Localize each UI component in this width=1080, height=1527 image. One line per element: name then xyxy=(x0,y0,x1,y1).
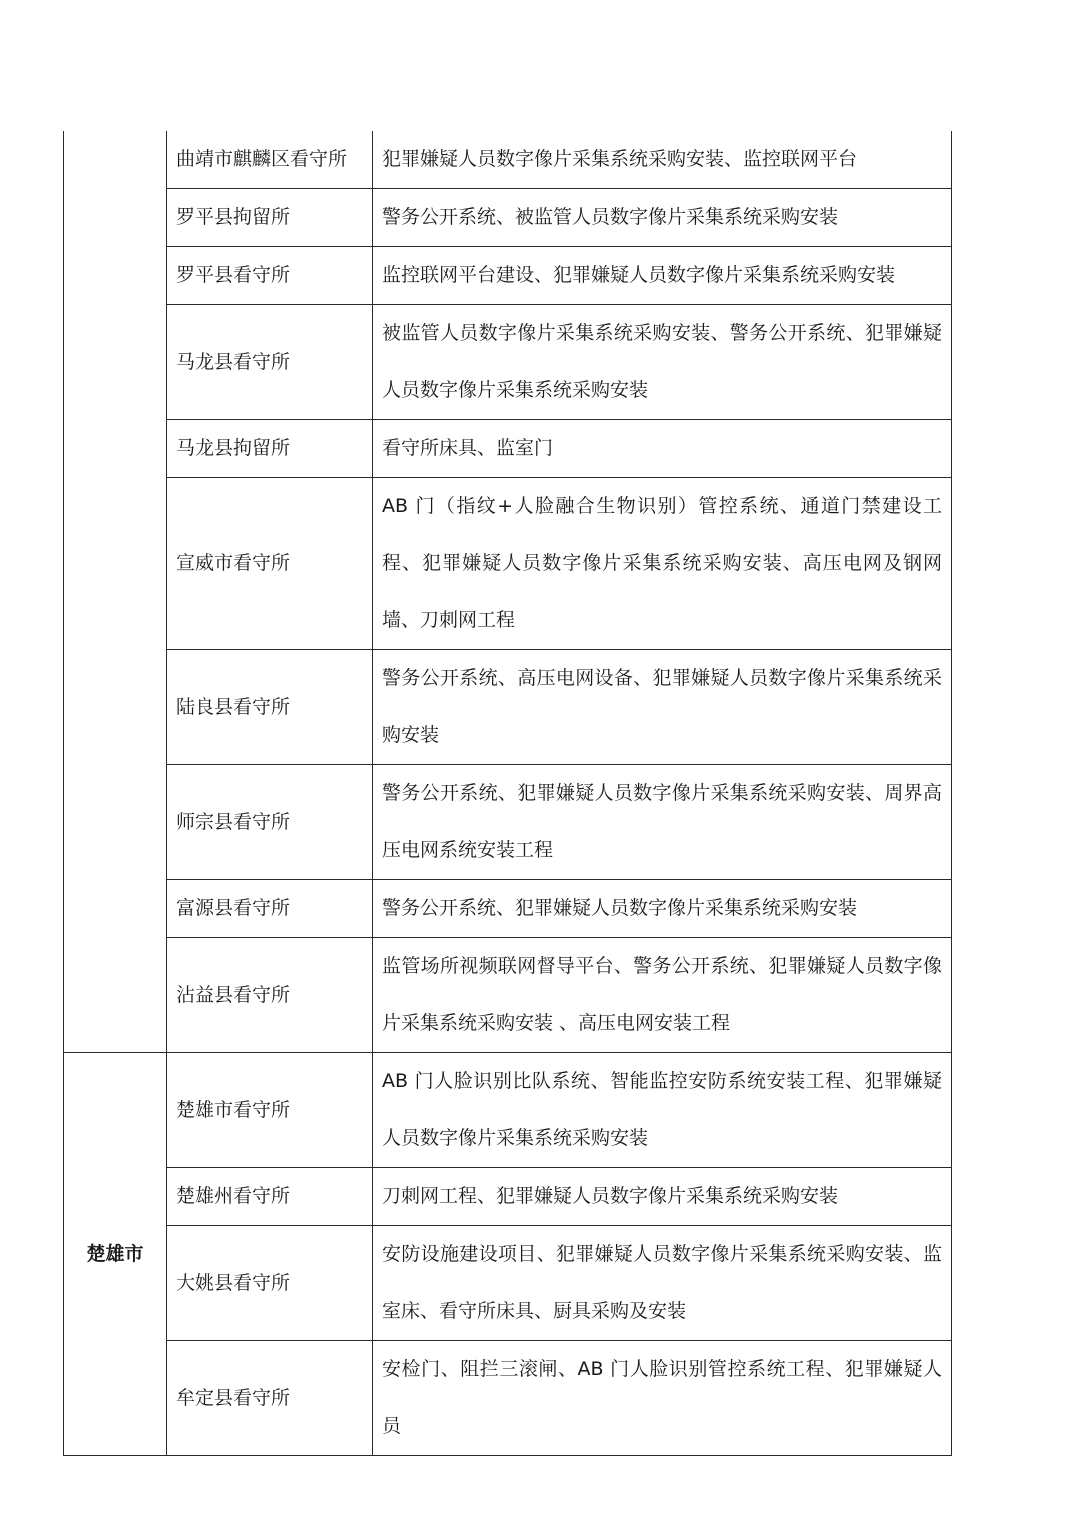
projects-cell: 犯罪嫌疑人员数字像片采集系统采购安装、监控联网平台 xyxy=(373,131,952,189)
facility-cell: 罗平县拘留所 xyxy=(167,189,373,247)
table-row xyxy=(64,650,952,765)
table-row xyxy=(64,420,952,478)
projects-cell: 监控联网平台建设、犯罪嫌疑人员数字像片采集系统采购安装 xyxy=(373,247,952,305)
facility-cell: 宣威市看守所 xyxy=(167,478,373,650)
facility-cell: 马龙县看守所 xyxy=(167,305,373,420)
projects-cell: 警务公开系统、犯罪嫌疑人员数字像片采集系统采购安装 xyxy=(373,880,952,938)
table-row xyxy=(64,189,952,247)
table-body xyxy=(64,131,952,1456)
facility-cell: 楚雄市看守所 xyxy=(167,1053,373,1168)
projects-cell: AB 门人脸识别比队系统、智能监控安防系统安装工程、犯罪嫌疑人员数字像片采集系统采购安装 xyxy=(373,1053,952,1168)
projects-cell: 被监管人员数字像片采集系统采购安装、警务公开系统、犯罪嫌疑人员数字像片采集系统采购安装 xyxy=(373,305,952,420)
table-row xyxy=(64,765,952,880)
facility-cell: 富源县看守所 xyxy=(167,880,373,938)
projects-cell: 看守所床具、监室门 xyxy=(373,420,952,478)
table-row xyxy=(64,938,952,1053)
city-cell: 楚雄市 xyxy=(64,1053,167,1456)
projects-cell: 警务公开系统、高压电网设备、犯罪嫌疑人员数字像片采集系统采购安装 xyxy=(373,650,952,765)
facility-cell: 沾益县看守所 xyxy=(167,938,373,1053)
table-row xyxy=(64,880,952,938)
table-row xyxy=(64,305,952,420)
facility-cell: 曲靖市麒麟区看守所 xyxy=(167,131,373,189)
facility-cell: 师宗县看守所 xyxy=(167,765,373,880)
table-row xyxy=(64,478,952,650)
table-row xyxy=(64,1226,952,1341)
projects-cell: 警务公开系统、被监管人员数字像片采集系统采购安装 xyxy=(373,189,952,247)
projects-cell: 安检门、阻拦三滚闸、AB 门人脸识别管控系统工程、犯罪嫌疑人员 xyxy=(373,1341,952,1456)
city-cell xyxy=(64,131,167,1053)
projects-cell: 监管场所视频联网督导平台、警务公开系统、犯罪嫌疑人员数字像片采集系统采购安装 、高压电网安装工程 xyxy=(373,938,952,1053)
facility-cell: 楚雄州看守所 xyxy=(167,1168,373,1226)
projects-cell: AB 门（指纹+人脸融合生物识别）管控系统、通道门禁建设工程、犯罪嫌疑人员数字像片采集系统采购安装、高压电网及钢网墙、刀刺网工程 xyxy=(373,478,952,650)
projects-cell: 刀刺网工程、犯罪嫌疑人员数字像片采集系统采购安装 xyxy=(373,1168,952,1226)
table-row xyxy=(64,1168,952,1226)
procurement-table xyxy=(63,131,952,1456)
table-row xyxy=(64,1053,952,1168)
table-row xyxy=(64,1341,952,1456)
projects-cell: 安防设施建设项目、犯罪嫌疑人员数字像片采集系统采购安装、监室床、看守所床具、厨具采购及安装 xyxy=(373,1226,952,1341)
table-row xyxy=(64,131,952,189)
facility-cell: 大姚县看守所 xyxy=(167,1226,373,1341)
projects-cell: 警务公开系统、犯罪嫌疑人员数字像片采集系统采购安装、周界高压电网系统安装工程 xyxy=(373,765,952,880)
table-row xyxy=(64,247,952,305)
facility-cell: 罗平县看守所 xyxy=(167,247,373,305)
facility-cell: 牟定县看守所 xyxy=(167,1341,373,1456)
facility-cell: 陆良县看守所 xyxy=(167,650,373,765)
facility-cell: 马龙县拘留所 xyxy=(167,420,373,478)
